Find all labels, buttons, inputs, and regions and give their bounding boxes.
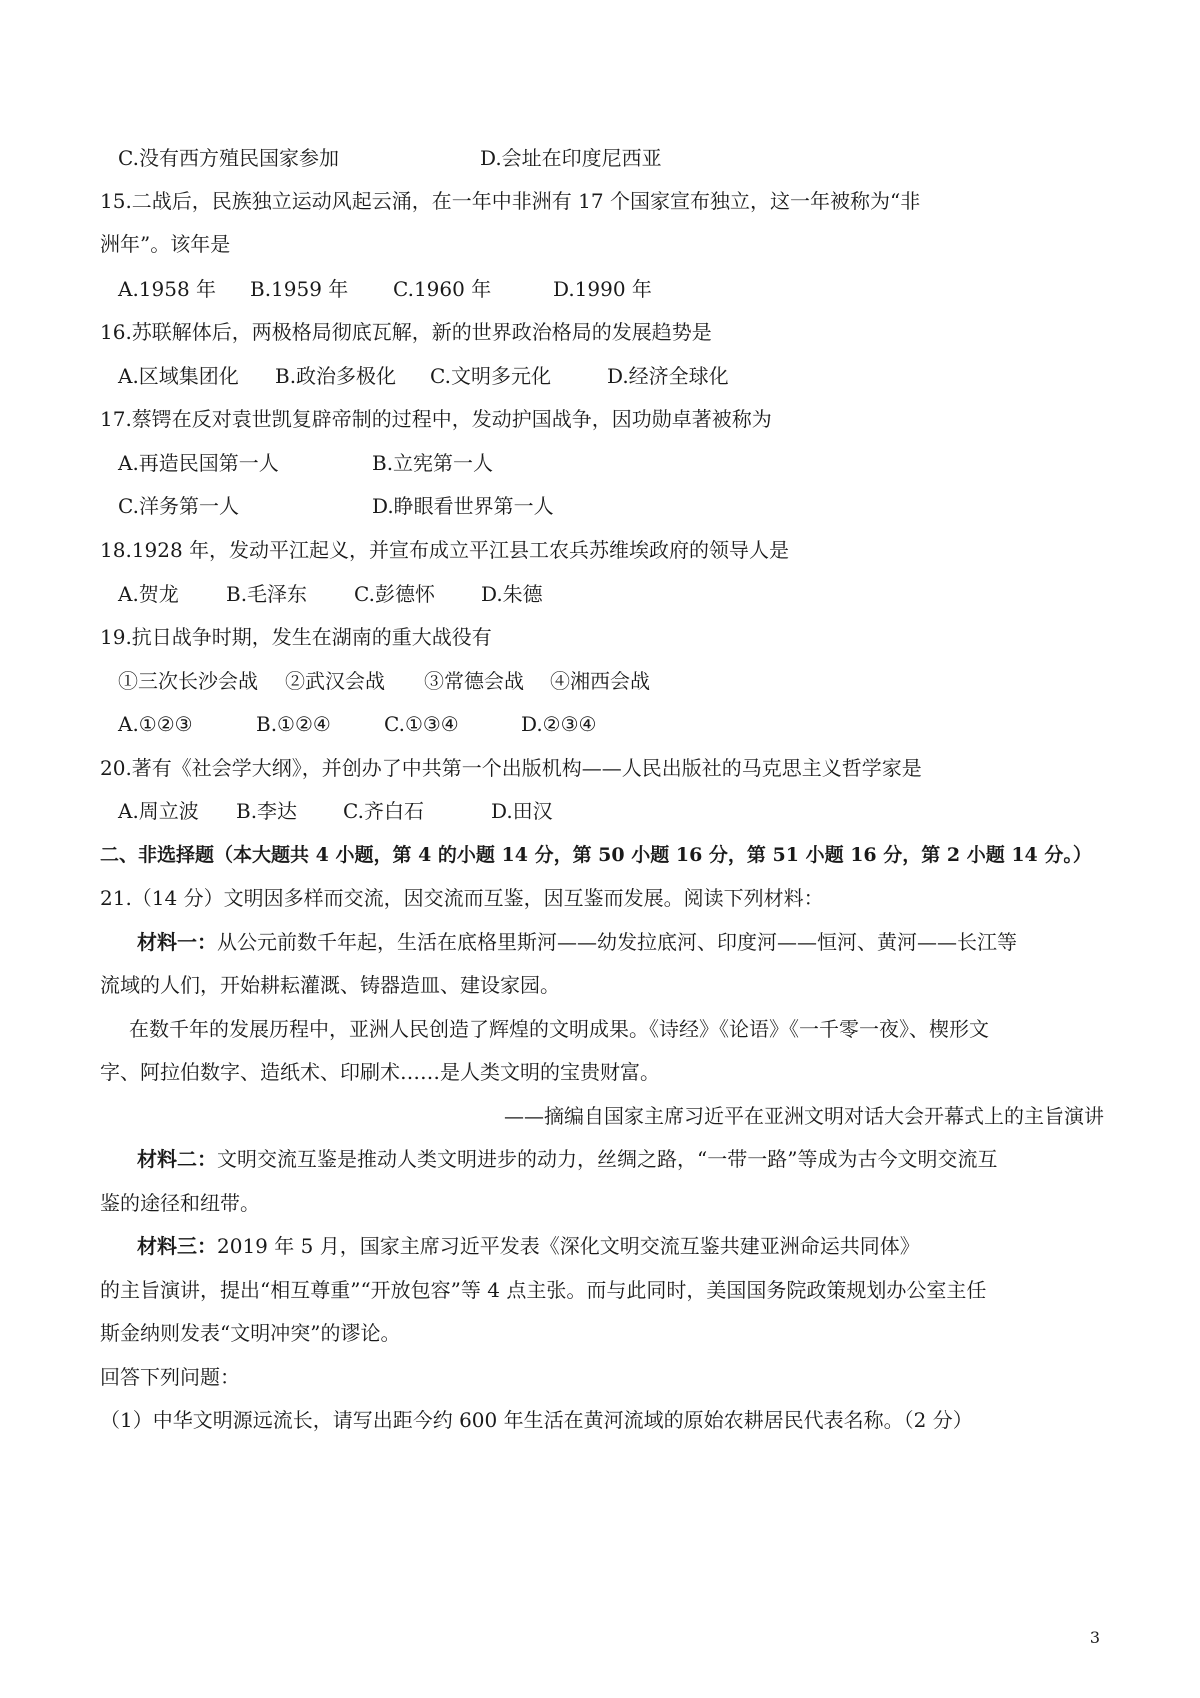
q20-stem: 20.著有《社会学大纲》，并创办了中共第一个出版机构——人民出版社的马克思主义哲学家是 [100,756,922,780]
section2-heading: 二、非选择题（本大题共 4 小题，第 4 的小题 14 分，第 50 小题 16 分，第 51 小题 16 分，第 2 小题 14 分。） [100,844,1092,866]
q16-option-c: C.文明多元化 [430,364,551,388]
q19-stem: 19.抗日战争时期，发生在湖南的重大战役有 [100,625,492,649]
q19-option-c: C.①③④ [384,712,459,736]
material3-label: 材料三： [137,1234,217,1258]
q16-option-d: D.经济全球化 [607,364,729,388]
q20-option-d: D.田汉 [491,799,553,823]
material1-text1: 从公元前数千年起，生活在底格里斯河——幼发拉底河、印度河——恒河、黄河——长江等 [217,930,1017,954]
page-number: 3 [1089,1628,1100,1647]
q16-option-b: B.政治多极化 [275,364,397,388]
q16-option-a: A.区域集团化 [118,364,239,388]
q20-option-a: A.周立波 [118,799,199,823]
q18-stem: 18.1928 年，发动平江起义，并宣布成立平江县工农兵苏维埃政府的领导人是 [100,538,790,562]
q19-item-2: ②武汉会战 [285,669,385,693]
q17-stem: 17.蔡锷在反对袁世凯复辟帝制的过程中，发动护国战争，因功勋卓著被称为 [100,407,772,431]
q21-material3-line3: 斯金纳则发表“文明冲突”的谬论。 [100,1321,401,1345]
q15-stem-line1: 15.二战后，民族独立运动风起云涌，在一年中非洲有 17 个国家宣布独立，这一年被称为“非 [100,189,921,213]
q21-material1-line1 [137,928,1017,956]
q21-material2-line1 [137,1145,997,1173]
q17-option-a: A.再造民国第一人 [118,451,279,475]
q18-option-b: B.毛泽东 [226,582,308,606]
q19-option-a: A.①②③ [118,712,193,736]
material3-text1: 2019 年 5 月，国家主席习近平发表《深化文明交流互鉴共建亚洲命运共同体》 [217,1234,920,1258]
q21-subquestion-1: （1）中华文明源远流长，请写出距今约 600 年生活在黄河流域的原始农耕居民代表名称。（2 分） [100,1408,973,1432]
q19-item-4: ④湘西会战 [550,669,650,693]
q18-option-d: D.朱德 [481,582,543,606]
q20-option-b: B.李达 [236,799,298,823]
q14-option-c: C.没有西方殖民国家参加 [118,146,339,170]
material2-label: 材料二： [137,1147,217,1171]
q20-option-c: C.齐白石 [343,799,424,823]
q19-option-b: B.①②④ [256,712,331,736]
q17-option-b: B.立宪第一人 [372,451,494,475]
q15-option-d: D.1990 年 [553,277,652,301]
material2-text1: 文明交流互鉴是推动人类文明进步的动力，丝绸之路，“一带一路”等成为古今文明交流互 [217,1147,998,1171]
q17-option-d: D.睁眼看世界第一人 [372,494,554,518]
material1-label: 材料一： [137,930,217,954]
q21-material1-line3: 在数千年的发展历程中，亚洲人民创造了辉煌的文明成果。《诗经》《论语》《一千零一夜》、楔形文 [129,1017,989,1041]
q19-option-d: D.②③④ [521,712,597,736]
q21-material3-line2: 的主旨演讲，提出“相互尊重”“开放包容”等 4 点主张。而与此同时，美国国务院政策规划办公室主任 [100,1278,987,1302]
q19-item-3: ③常德会战 [424,669,524,693]
q18-option-c: C.彭德怀 [354,582,435,606]
q21-material2-line2: 鉴的途径和纽带。 [100,1191,260,1215]
q15-option-c: C.1960 年 [393,277,492,301]
q21-material3-line1 [137,1232,920,1260]
q21-material1-line4: 字、阿拉伯数字、造纸术、印刷术……是人类文明的宝贵财富。 [100,1060,660,1084]
q17-option-c: C.洋务第一人 [118,494,239,518]
q15-stem-line2: 洲年”。该年是 [100,232,231,256]
q21-answer-prompt: 回答下列问题： [100,1365,240,1389]
q15-option-a: A.1958 年 [118,277,217,301]
q21-stem: 21.（14 分）文明因多样而交流，因交流而互鉴，因互鉴而发展。阅读下列材料： [100,886,824,910]
q18-option-a: A.贺龙 [118,582,179,606]
q19-item-1: ①三次长沙会战 [118,669,258,693]
q15-option-b: B.1959 年 [250,277,349,301]
q21-material1-source: ——摘编自国家主席习近平在亚洲文明对话大会开幕式上的主旨演讲 [504,1104,1104,1128]
q16-stem: 16.苏联解体后，两极格局彻底瓦解，新的世界政治格局的发展趋势是 [100,320,712,344]
q14-option-d: D.会址在印度尼西亚 [480,146,662,170]
q21-material1-line2: 流域的人们，开始耕耘灌溉、铸器造皿、建设家园。 [100,973,560,997]
